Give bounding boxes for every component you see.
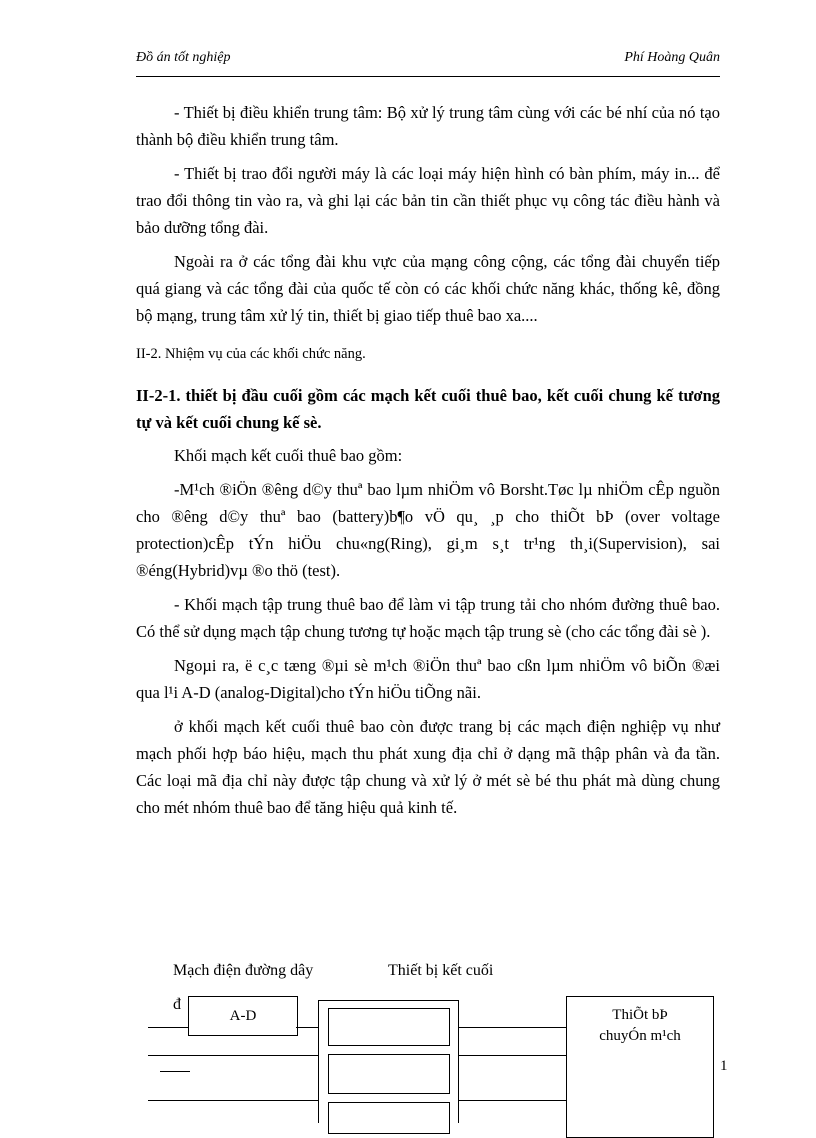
paragraph-other-blocks: Ngoài ra ở các tổng đài khu vực của mạng công cộng, các tổng đài chuyển tiếp quá giang và các tổng đài của quốc tế còn có các khối chức năng khác, thống kê, đồng bộ mạng, trung tâm xử lý tin, thiết bị giao tiếp thuê bao xa....	[136, 252, 720, 325]
paragraph-subscriber-block: Khối mạch kết cuối thuê bao gồm:	[174, 446, 403, 465]
line-out-middle	[458, 1055, 566, 1056]
ad-converter-label: A-D	[229, 1007, 257, 1024]
terminal-box-3	[328, 1102, 450, 1134]
label-terminal-equipment: Thiết bị kết cuối	[388, 962, 494, 979]
line-in-bottom	[148, 1100, 318, 1101]
line-in-middle	[148, 1055, 318, 1056]
subsection-heading: II-2-1. thiết bị đầu cuối gồm các mạch kết cuối thuê bao, kết cuối chung kế tương tự và kết cuối chung kế sè.	[136, 386, 720, 432]
line-ad-out	[296, 1027, 318, 1028]
label-line-circuit: Mạch điện đường dây	[173, 962, 314, 979]
header-divider	[136, 76, 720, 77]
line-out-top	[458, 1027, 566, 1028]
header-title: Đồ án tốt nghiệp	[136, 50, 231, 65]
switching-equipment-box	[566, 996, 714, 1138]
section-heading: II-2. Nhiệm vụ của các khối chức năng.	[136, 346, 366, 362]
line-in-short	[160, 1071, 190, 1072]
line-out-bottom	[458, 1100, 566, 1101]
label-line-circuit-overflow: đ	[173, 996, 181, 1013]
terminal-rail-top	[318, 1000, 458, 1001]
paragraph-man-machine: - Thiết bị trao đổi người máy là các loại máy hiện hình có bàn phím, máy in... để trao đổi thông tin vào ra, và ghi lại các bản tin cần thiết phục vụ công tác điều hành và bảo dưỡng tổng đài.	[136, 164, 720, 237]
terminal-box-2	[328, 1054, 450, 1094]
page-number: 1	[720, 1058, 728, 1074]
switching-equipment-label: ThiÕt bÞ chuyÓn m¹ch	[599, 1007, 681, 1044]
terminal-rail-left	[318, 1000, 319, 1123]
paragraph-ad-conversion: Ngoµi ra, ë c¸c tæng ®µi sè m¹ch ®iÖn thuª bao cßn lµm nhiÖm vô biÕn ®æi qua l¹i A-D (analog-Digital)cho tÝn hiÖu tiÕng nãi.	[136, 656, 720, 702]
terminal-box-1	[328, 1008, 450, 1046]
paragraph-central-control: - Thiết bị điều khiển trung tâm: Bộ xử lý trung tâm cùng với các bé nhí của nó tạo thành bộ điều khiển trung tâm.	[136, 103, 720, 149]
subscriber-terminal-diagram	[0, 950, 816, 1123]
page-header	[136, 50, 720, 72]
paragraph-concentrator: - Khối mạch tập trung thuê bao để làm vi tập trung tải cho nhóm đường thuê bao. Có thể sử dụng mạch tập chung tương tự hoặc mạch tập trung sè (cho các tổng đài sè ).	[136, 595, 720, 641]
paragraph-borsht: -M¹ch ®iÖn ®êng d©y thuª bao lµm nhiÖm vô Borsht.Tøc lµ nhiÖm cÊp nguồn cho ®êng d©y thuª bao (battery)b¶o vÖ qu¸ ¸p cho thiÕt bÞ (over voltage protection)cÊp tÝn hiÖu chu«ng(Ring), gi¸m s¸t tr¹ng th¸i(Supervision), sai ®éng(Hybrid)vµ ®o thö (test).	[136, 480, 720, 580]
line-in-top	[148, 1027, 188, 1028]
paragraph-signaling: ở khối mạch kết cuối thuê bao còn được trang bị các mạch điện nghiệp vụ như mạch phối hợp báo hiệu, mạch thu phát xung địa chỉ ở dạng mã thập phân và đa tần. Các loại mã địa chỉ này được tập chung và xử lý ở mét sè bé thu phát mà dùng chung cho mét nhóm thuê bao để tăng hiệu quả kinh tế.	[136, 717, 720, 817]
document-body	[136, 99, 720, 821]
terminal-rail-right	[458, 1000, 459, 1123]
header-author: Phí Hoàng Quân	[624, 50, 720, 65]
ad-converter-box	[188, 996, 298, 1036]
